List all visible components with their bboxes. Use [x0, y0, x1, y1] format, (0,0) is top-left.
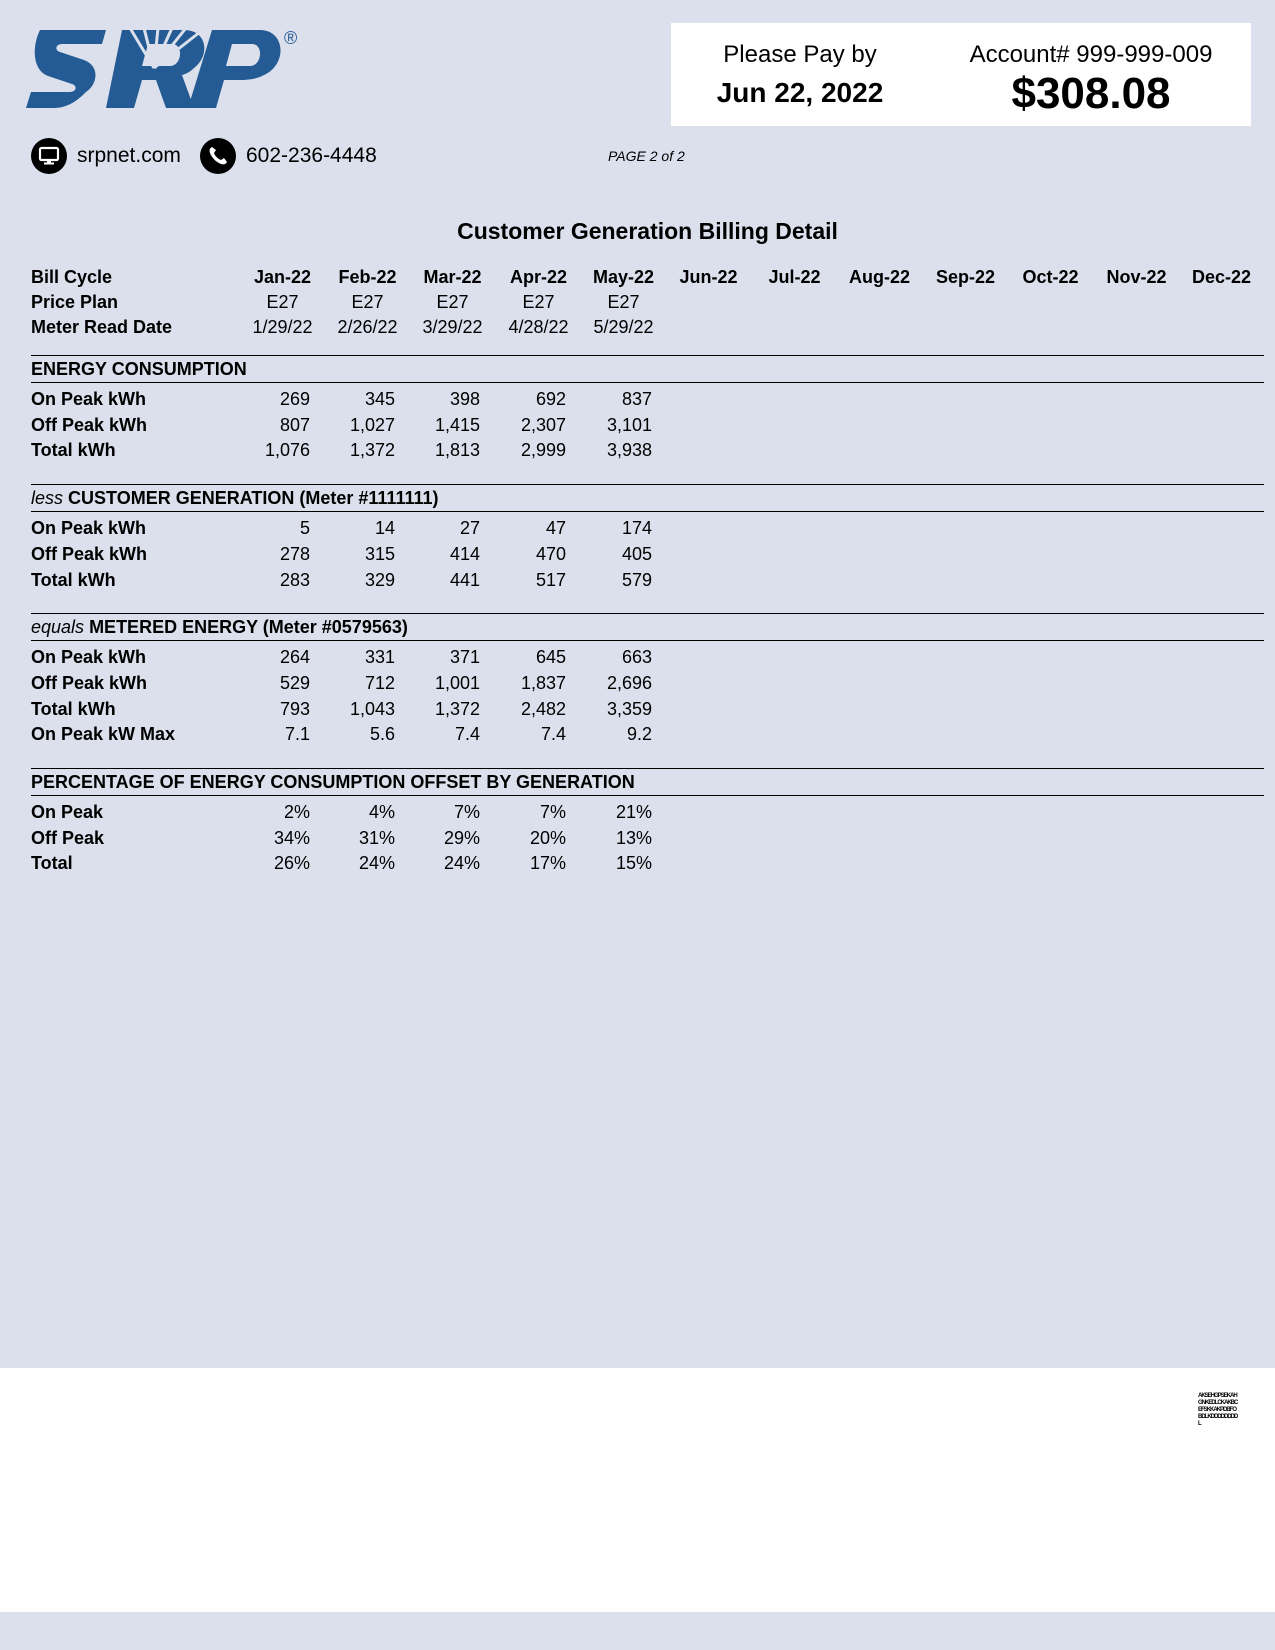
table-cell: 517 — [535, 569, 566, 590]
table-cell: 645 — [535, 647, 566, 668]
phone-number[interactable]: 602-236-4448 — [246, 144, 377, 167]
table-row — [0, 644, 1275, 670]
registered-mark: ® — [284, 28, 298, 48]
table-cell: 7.4 — [540, 724, 566, 745]
table-cell: 7% — [539, 802, 566, 822]
table-cell: 398 — [449, 389, 480, 409]
table-row — [0, 437, 1275, 463]
table-cell: 29% — [443, 827, 480, 848]
table-row — [0, 670, 1275, 696]
month-header: Jul-22 — [768, 267, 821, 287]
table-row — [0, 515, 1275, 541]
table-cell: 5 — [299, 518, 310, 539]
price-plan-row — [0, 289, 1275, 315]
table-cell: 405 — [621, 543, 652, 564]
monitor-icon — [31, 138, 67, 174]
row-label: On Peak kWh — [31, 518, 147, 539]
month-header: Mar-22 — [423, 267, 482, 287]
table-cell: 21% — [615, 802, 652, 822]
table-cell: 7.4 — [454, 724, 480, 745]
table-cell: 24% — [358, 853, 395, 874]
table-cell: 7% — [453, 802, 480, 822]
month-header: Aug-22 — [848, 267, 910, 287]
table-cell: 17% — [529, 853, 566, 874]
table-cell: 807 — [279, 414, 310, 435]
table-row — [0, 850, 1275, 876]
table-cell: 3,101 — [606, 414, 652, 435]
payment-summary-box — [671, 23, 1251, 126]
month-header: Jun-22 — [679, 267, 738, 287]
table-cell: 9.2 — [626, 724, 652, 745]
table-cell: 3,938 — [606, 440, 652, 461]
table-cell: 1,415 — [434, 414, 480, 435]
table-row — [0, 541, 1275, 567]
table-cell: 47 — [545, 518, 566, 539]
table-cell: 692 — [535, 389, 566, 409]
table-cell: 5.6 — [369, 724, 395, 745]
table-cell: 331 — [364, 647, 395, 668]
row-label: Total kWh — [31, 440, 116, 461]
table-row — [0, 721, 1275, 747]
table-cell: 1/29/22 — [252, 317, 313, 337]
section-rule — [31, 795, 1264, 796]
table-cell: E27 — [607, 292, 640, 312]
table-cell: 1,043 — [349, 698, 395, 719]
table-row — [0, 567, 1275, 593]
table-cell: 329 — [364, 569, 395, 590]
remittance-stub — [0, 1368, 1275, 1612]
row-label: Off Peak — [31, 827, 105, 848]
table-cell: 24% — [443, 853, 480, 874]
row-label: Off Peak kWh — [31, 414, 148, 435]
table-cell: 1,001 — [434, 672, 480, 693]
table-cell: 4% — [368, 802, 395, 822]
month-header: Nov-22 — [1106, 267, 1167, 287]
month-header: Apr-22 — [509, 267, 567, 287]
table-cell: E27 — [351, 292, 384, 312]
section-name: METERED ENERGY (Meter #0579563) — [89, 617, 408, 638]
row-label: Meter Read Date — [31, 317, 173, 337]
table-cell: 1,076 — [264, 440, 310, 461]
phone-contact[interactable] — [200, 138, 377, 174]
table-cell: 2,482 — [520, 698, 566, 719]
month-header: May-22 — [592, 267, 655, 287]
month-header: Jan-22 — [253, 267, 312, 287]
postal-barcode-text: AKSEHGPSEKAHGNKEDLCKAKBCEFSKKAKPDBFOBDLKDDDDDDDDL — [1198, 1393, 1238, 1427]
due-date: Jun 22, 2022 — [716, 77, 884, 108]
row-label: Price Plan — [31, 292, 119, 312]
row-label: On Peak kW Max — [31, 724, 176, 745]
table-cell: 1,813 — [434, 440, 480, 461]
table-cell: 3/29/22 — [422, 317, 483, 337]
table-cell: 663 — [621, 647, 652, 668]
row-label: Bill Cycle — [31, 267, 113, 287]
section-rule — [31, 640, 1264, 641]
row-label: Total kWh — [31, 569, 116, 590]
account-number: Account# 999-999-009 — [969, 41, 1213, 68]
page-title: Customer Generation Billing Detail — [457, 218, 838, 244]
section-title — [31, 614, 408, 640]
row-label: Total kWh — [31, 698, 116, 719]
table-cell: 278 — [279, 543, 310, 564]
section-prefix: less — [31, 488, 64, 509]
section-title — [31, 356, 247, 382]
table-row — [0, 386, 1275, 412]
section-title — [31, 769, 635, 795]
website-contact[interactable] — [31, 138, 181, 174]
table-cell: 2,696 — [606, 672, 652, 693]
table-cell: E27 — [436, 292, 469, 312]
table-cell: E27 — [266, 292, 299, 312]
section-prefix: equals — [31, 617, 85, 638]
website-link[interactable]: srpnet.com — [77, 144, 181, 167]
row-label: Total — [31, 853, 73, 874]
table-cell: 371 — [449, 647, 480, 668]
pay-by-label: Please Pay by — [723, 41, 877, 68]
table-cell: 34% — [273, 827, 310, 848]
table-cell: 793 — [279, 698, 310, 719]
table-cell: 1,372 — [349, 440, 395, 461]
section-name: PERCENTAGE OF ENERGY CONSUMPTION OFFSET BY GENERATION — [31, 772, 635, 792]
table-cell: 1,027 — [349, 414, 395, 435]
table-cell: 5/29/22 — [593, 317, 654, 337]
table-cell: 315 — [364, 543, 395, 564]
table-cell: 174 — [621, 518, 652, 539]
table-cell: 264 — [279, 647, 310, 668]
table-row — [0, 825, 1275, 851]
row-label: On Peak kWh — [31, 389, 147, 409]
month-header: Feb-22 — [338, 267, 397, 287]
table-cell: 26% — [273, 853, 310, 874]
table-cell: 14 — [374, 518, 395, 539]
table-cell: 13% — [615, 827, 652, 848]
month-header: Oct-22 — [1022, 267, 1079, 287]
meter-read-date-row — [0, 314, 1275, 340]
bill-cycle-row — [0, 264, 1275, 290]
phone-icon — [200, 138, 236, 174]
page-indicator: PAGE 2 of 2 — [608, 148, 685, 164]
table-row — [0, 412, 1275, 438]
table-cell: 7.1 — [284, 724, 310, 745]
table-cell: 837 — [621, 389, 652, 409]
table-cell: E27 — [522, 292, 555, 312]
table-cell: 269 — [279, 389, 310, 409]
table-cell: 1,837 — [520, 672, 566, 693]
table-cell: 31% — [358, 827, 395, 848]
table-cell: 2,307 — [520, 414, 566, 435]
table-cell: 2,999 — [520, 440, 566, 461]
section-rule — [31, 511, 1264, 512]
section-name: CUSTOMER GENERATION (Meter #1111111) — [68, 488, 439, 509]
row-label: Off Peak kWh — [31, 672, 148, 693]
table-row — [0, 696, 1275, 722]
table-cell: 27 — [459, 518, 480, 539]
section-rule — [31, 382, 1264, 383]
table-cell: 2% — [283, 802, 310, 822]
month-header: Sep-22 — [935, 267, 996, 287]
month-header: Dec-22 — [1191, 267, 1252, 287]
table-cell: 1,372 — [434, 698, 480, 719]
table-cell: 20% — [529, 827, 566, 848]
amount-due: $308.08 — [1011, 69, 1171, 118]
table-cell: 414 — [449, 543, 480, 564]
srp-logo — [26, 26, 302, 110]
table-cell: 15% — [615, 853, 652, 874]
table-cell: 345 — [364, 389, 395, 409]
table-cell: 579 — [621, 569, 652, 590]
row-label: Off Peak kWh — [31, 543, 148, 564]
row-label: On Peak kWh — [31, 647, 147, 668]
section-title — [31, 485, 439, 511]
table-cell: 712 — [364, 672, 395, 693]
table-cell: 529 — [279, 672, 310, 693]
table-cell: 3,359 — [606, 698, 652, 719]
section-name: ENERGY CONSUMPTION — [31, 359, 247, 379]
table-cell: 2/26/22 — [337, 317, 398, 337]
table-row — [0, 799, 1275, 825]
table-cell: 4/28/22 — [508, 317, 569, 337]
table-cell: 441 — [449, 569, 480, 590]
table-cell: 470 — [535, 543, 566, 564]
table-cell: 283 — [279, 569, 310, 590]
row-label: On Peak — [31, 802, 104, 822]
